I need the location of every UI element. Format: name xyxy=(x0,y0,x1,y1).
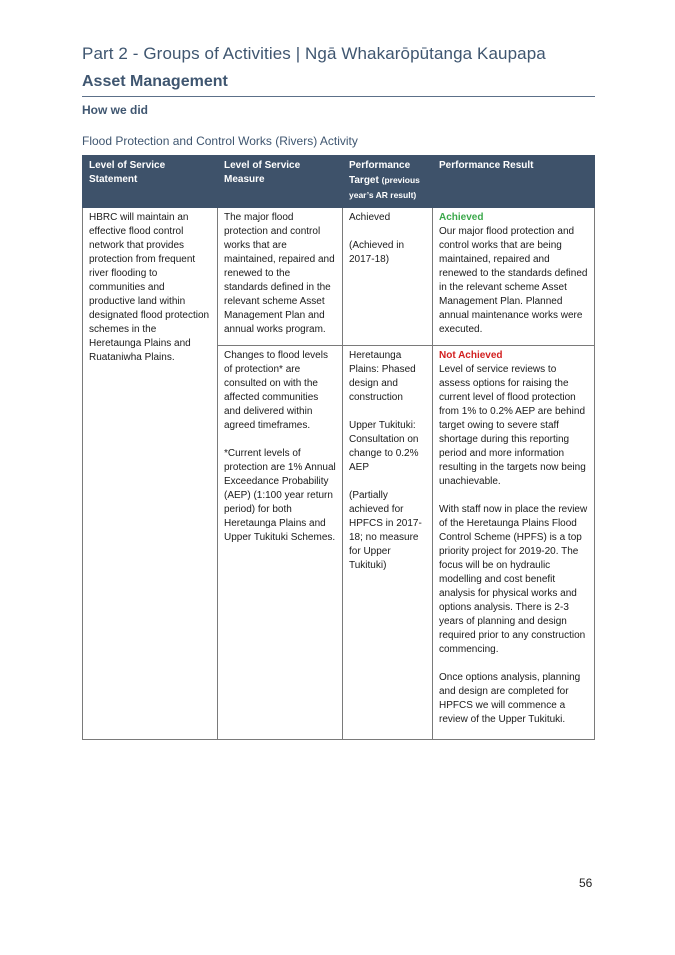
table-row xyxy=(83,208,595,346)
measure-cell xyxy=(218,346,343,740)
activity-title: Flood Protection and Control Works (Rivers) Activity xyxy=(82,134,358,148)
title-divider xyxy=(82,96,595,97)
target-previous: (Partially achieved for HPFCS in 2017-18; no measure for Upper Tukituki) xyxy=(349,490,422,571)
status-not-achieved: Not Achieved xyxy=(439,350,503,361)
status-achieved: Achieved xyxy=(439,212,484,223)
table-header-row xyxy=(83,156,595,208)
measure-text: The major flood protection and control works that are maintained, repaired and renewed to the standards defined in the relevant scheme Asset Management Plan and annual works program. xyxy=(224,212,335,335)
target-text: Achieved xyxy=(349,212,391,223)
target-cell xyxy=(343,208,433,346)
part-title: Part 2 - Groups of Activities | Ngā Whakarōpūtanga Kaupapa xyxy=(82,44,546,63)
column-header-target xyxy=(343,156,433,208)
column-header-measure: Level of Service Measure xyxy=(218,156,343,208)
measure-cell xyxy=(218,208,343,346)
target-cell xyxy=(343,346,433,740)
column-header-target-main: Performance Target xyxy=(349,160,411,186)
result-text: With staff now in place the review of the Heretaunga Plains Flood Control Scheme (HPFS) is a top priority project for 2019-20. The focus will be on hydraulic modelling and cost benefit analysis for physical works and options analysis. There is 2-3 years of planning and design required prior to any construction commencing. xyxy=(439,504,588,655)
page-number: 56 xyxy=(579,876,593,890)
target-text: Upper Tukituki: Consultation on change to 0.2% AEP xyxy=(349,420,419,473)
result-text: Our major flood protection and control works that are being maintained, repaired and renewed to the standards defined in the relevant scheme Asset Management Plan. Planned annual maintenance works were executed. xyxy=(439,226,588,335)
measure-text: Changes to flood levels of protection* are consulted on with the affected communities and delivered within agreed timeframes. xyxy=(224,350,328,431)
target-previous: (Achieved in 2017-18) xyxy=(349,240,405,265)
target-text: Heretaunga Plains: Phased design and construction xyxy=(349,350,416,403)
measure-footnote: *Current levels of protection are 1% Annual Exceedance Probability (AEP) (1:100 year return period) for both Heretaunga Plains and Upper Tukituki Schemes. xyxy=(224,448,336,543)
column-header-statement: Level of Service Statement xyxy=(83,156,218,208)
statement-cell: HBRC will maintain an effective flood control network that provides protection from frequent river flooding to communities and productive land within designated flood protection schemes in the Heretaunga Plains and Ruataniwha Plains. xyxy=(83,208,218,740)
result-cell xyxy=(433,346,595,740)
result-text: Once options analysis, planning and design are completed for HPFCS we will commence a review of the Upper Tukituki. xyxy=(439,672,581,725)
result-cell xyxy=(433,208,595,346)
section-title: Asset Management xyxy=(82,73,228,90)
column-header-target-note: (previous year’s AR result) xyxy=(349,175,420,200)
sub-heading: How we did xyxy=(82,103,148,117)
result-text: Level of service reviews to assess options for raising the current level of flood protection from 1% to 0.2% AEP are behind target owing to severe staff shortage during this reporting period and more information resulting in the targets now being unachievable. xyxy=(439,364,586,487)
column-header-result: Performance Result xyxy=(433,156,595,208)
level-of-service-table xyxy=(82,155,595,740)
